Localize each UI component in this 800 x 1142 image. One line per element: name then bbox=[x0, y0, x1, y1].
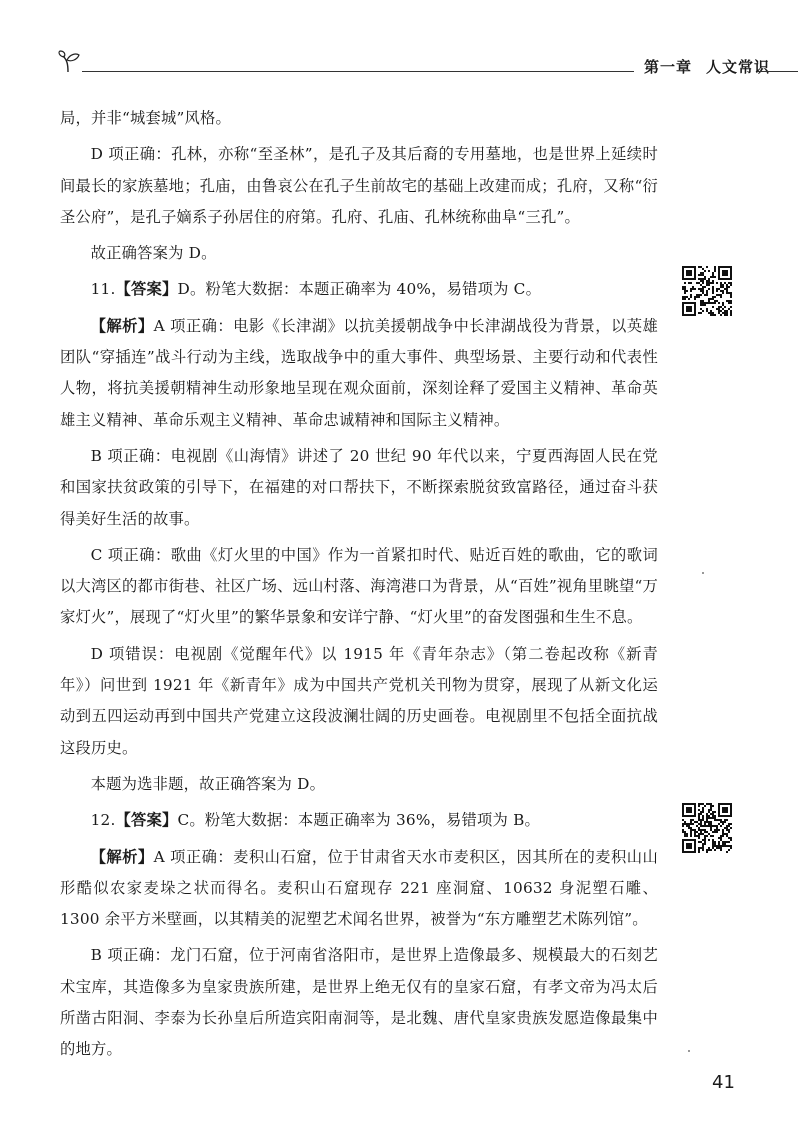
text-run: 故正确答案为 D。 bbox=[90, 244, 217, 263]
text-run: A 项正确：麦积山石窟，位于甘肃省天水市麦积区，因其所在的麦积山山形酷似农家麦垛之状而得名。麦积山石窟现存 221 座洞窟、10632 身泥塑石雕、1300 余平方米壁画，以其精美的泥塑艺术闻名世界，被誉为“东方雕塑艺术陈列馆”。 bbox=[60, 847, 658, 929]
text-run: D 项正确：孔林，亦称“至圣林”，是孔子及其后裔的专用墓地，也是世界上延续时间最长的家族墓地；孔庙，由鲁哀公在孔子生前故宅的基础上改建而成；孔府，又称“衍圣公府”，是孔子嫡系子孙居住的府第。孔府、孔庙、孔林统称曲阜“三孔”。 bbox=[60, 145, 658, 226]
text-run: B 项正确：电视剧《山海情》讲述了 20 世纪 90 年代以来，宁夏西海固人民在党和国家扶贫政策的引导下，在福建的对口帮扶下，不断探索脱贫致富路径，通过奋斗获得美好生活的故事。 bbox=[60, 446, 658, 528]
qr-code-icon bbox=[682, 803, 732, 853]
paragraph-p7 bbox=[60, 540, 658, 634]
paragraph-p3 bbox=[60, 238, 658, 269]
page-body bbox=[60, 103, 658, 1071]
paragraph-p9 bbox=[60, 769, 658, 800]
label-tag: 【答案】 bbox=[115, 280, 178, 299]
text-run: 本题为选非题，故正确答案为 D。 bbox=[90, 774, 326, 793]
text-run: 局，并非“城套城”风格。 bbox=[60, 109, 232, 127]
paragraph-p6 bbox=[60, 441, 658, 535]
text-run: C。粉笔大数据：本题正确率为 36%，易错项为 B。 bbox=[177, 811, 541, 830]
running-header bbox=[58, 50, 798, 80]
label-tag: 【答案】 bbox=[115, 811, 178, 830]
text-run: B 项正确：龙门石窟，位于河南省洛阳市，是世界上造像最多、规模最大的石刻艺术宝库，其造像多为皇家贵族所建，是世界上绝无仅有的皇家石窟，有孝文帝为冯太后所凿古阳洞、李泰为长孙皇后所造宾阳南洞等，是北魏、唐代皇家贵族发愿造像最集中的地方。 bbox=[60, 946, 658, 1059]
header-rule-left bbox=[82, 71, 634, 72]
paragraph-p5 bbox=[60, 311, 658, 436]
sprout-icon bbox=[58, 50, 84, 74]
paragraph-p2 bbox=[60, 139, 658, 233]
text-run: 11. bbox=[90, 280, 116, 299]
paragraph-p12 bbox=[60, 940, 658, 1065]
scan-speck bbox=[688, 1050, 690, 1052]
page-number: 41 bbox=[712, 1072, 735, 1093]
section-title: 人文常识 bbox=[706, 58, 771, 76]
paragraph-p4 bbox=[60, 274, 658, 305]
qr-code-icon bbox=[682, 266, 732, 316]
header-rule-right bbox=[758, 71, 798, 72]
scan-speck bbox=[702, 572, 704, 574]
text-run: C 项正确：歌曲《灯火里的中国》作为一首紧扣时代、贴近百姓的歌曲，它的歌词以大湾区的都市街巷、社区广场、远山村落、海湾港口为背景，从“百姓”视角里眺望“万家灯火”，展现了“灯火里”的繁华景象和安详宁静、“灯火里”的奋发图强和生生不息。 bbox=[60, 545, 658, 627]
paragraph-p10 bbox=[60, 805, 658, 836]
paragraph-p8 bbox=[60, 639, 658, 764]
text-run: A 项正确：电影《长津湖》以抗美援朝战争中长津湖战役为背景，以英雄团队“穿插连”战斗行动为主线，选取战争中的重大事件、典型场景、主要行动和代表性人物，将抗美援朝精神生动形象地呈现在观众面前，深刻诠释了爱国主义精神、革命英雄主义精神、革命乐观主义精神、革命忠诚精神和国际主义精神。 bbox=[60, 316, 658, 429]
label-tag: 【解析】 bbox=[90, 847, 154, 866]
paragraph-p1 bbox=[60, 103, 658, 134]
text-run: D。粉笔大数据：本题正确率为 40%，易错项为 C。 bbox=[177, 280, 542, 299]
text-run: D 项错误：电视剧《觉醒年代》以 1915 年《青年杂志》（第二卷起改称《新青年》）问世到 1921 年《新青年》成为中国共产党机关刊物为贯穿，展现了从新文化运动到五四运动再到中国共产党建立这段波澜壮阔的历史画卷。电视剧里不包括全面抗战这段历史。 bbox=[60, 644, 658, 757]
text-run: 12. bbox=[90, 811, 116, 830]
paragraph-p11 bbox=[60, 842, 658, 936]
label-tag: 【解析】 bbox=[90, 316, 154, 335]
chapter-title: 第一章 人文常识 bbox=[644, 58, 771, 76]
